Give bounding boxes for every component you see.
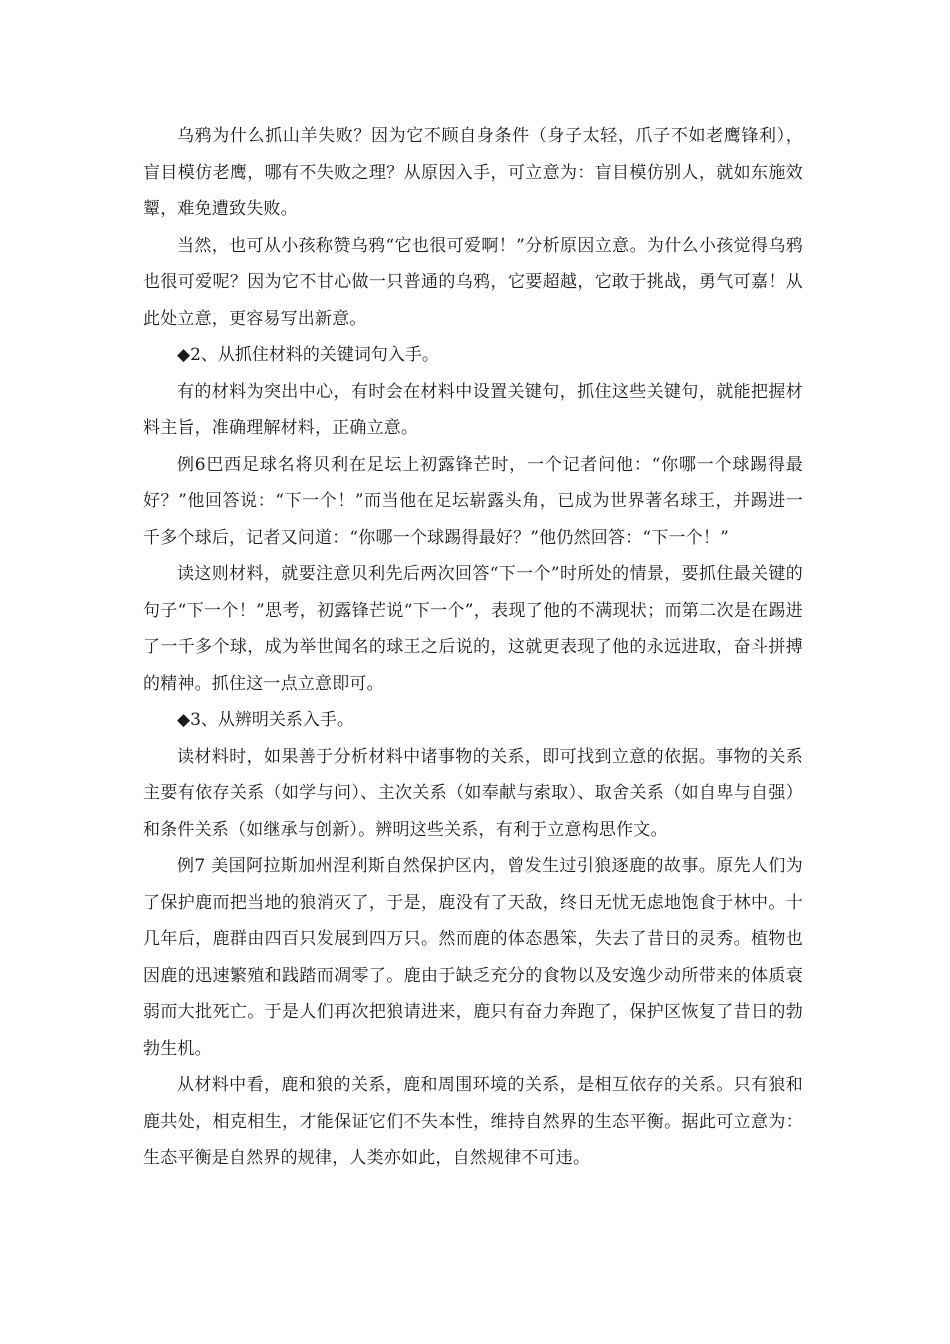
section-heading: ◆2、从抓住材料的关键词句入手。 (177, 345, 439, 365)
paragraph: 从材料中看，鹿和狼的关系，鹿和周围环境的关系，是相互依存的关系。只有狼和鹿共处，相克相生，才能保证它们不失本性，维持自然界的生态平衡。据此可立意为：生态平衡是自然界的规律，人类亦如此，自然规律不可违。 (143, 1075, 803, 1168)
paragraph: 当然，也可从小孩称赞乌鸦“它也很可爱啊！”分析原因立意。为什么小孩觉得乌鸦也很可爱呢？因为它不甘心做一只普通的乌鸦，它要超越，它敢于挑战，勇气可嘉！从此处立意，更容易写出新意。 (143, 235, 803, 329)
section-heading: ◆3、从辨明关系入手。 (177, 710, 354, 730)
paragraph: 例6巴西足球名将贝利在足坛上初露锋芒时，一个记者问他：“你哪一个球踢得最好？”他回答说：“下一个！”而当他在足坛崭露头角，已成为世界著名球王，并踢进一千多个球后，记者又问道：“你哪一个球踢得最好？”他仍然回答：“下一个！” (143, 454, 803, 548)
paragraph: 乌鸦为什么抓山羊失败？因为它不顾自身条件（身子太轻，爪子不如老鹰锋利），盲目模仿老鹰，哪有不失败之理？从原因入手，可立意为：盲目模仿别人，就如东施效颦，难免遭致失败。 (143, 126, 803, 219)
paragraph: 有的材料为突出中心，有时会在材料中设置关键句，抓住这些关键句，就能把握材料主旨，准确理解材料，正确立意。 (143, 381, 803, 438)
document-page (143, 118, 803, 1177)
paragraph: 读这则材料，就要注意贝利先后两次回答“下一个”时所处的情景，要抓住最关键的句子“下一个！”思考，初露锋芒说“下一个”，表现了他的不满现状；而第二次是在踢进了一千多个球，成为举世闻名的球王之后说的，这就更表现了他的永远进取，奋斗拼搏的精神。抓住这一点立意即可。 (143, 564, 803, 694)
paragraph: 例7 美国阿拉斯加州涅利斯自然保护区内，曾发生过引狼逐鹿的故事。原先人们为了保护鹿而把当地的狼消灭了，于是，鹿没有了天敌，终日无忧无虑地饱食于林中。十几年后，鹿群由四百只发展到四万只。然而鹿的体态愚笨，失去了昔日的灵秀。植物也因鹿的迅速繁殖和践踏而凋零了。鹿由于缺乏充分的食物以及安逸少动所带来的体质衰弱而大批死亡。于是人们再次把狼请进来，鹿只有奋力奔跑了，保护区恢复了昔日的勃勃生机。 (143, 856, 803, 1059)
paragraph: 读材料时，如果善于分析材料中诸事物的关系，即可找到立意的依据。事物的关系主要有依存关系（如学与问）、主次关系（如奉献与索取）、取舍关系（如自卑与自强）和条件关系（如继承与创新）。辨明这些关系，有利于立意构思作文。 (143, 746, 803, 840)
